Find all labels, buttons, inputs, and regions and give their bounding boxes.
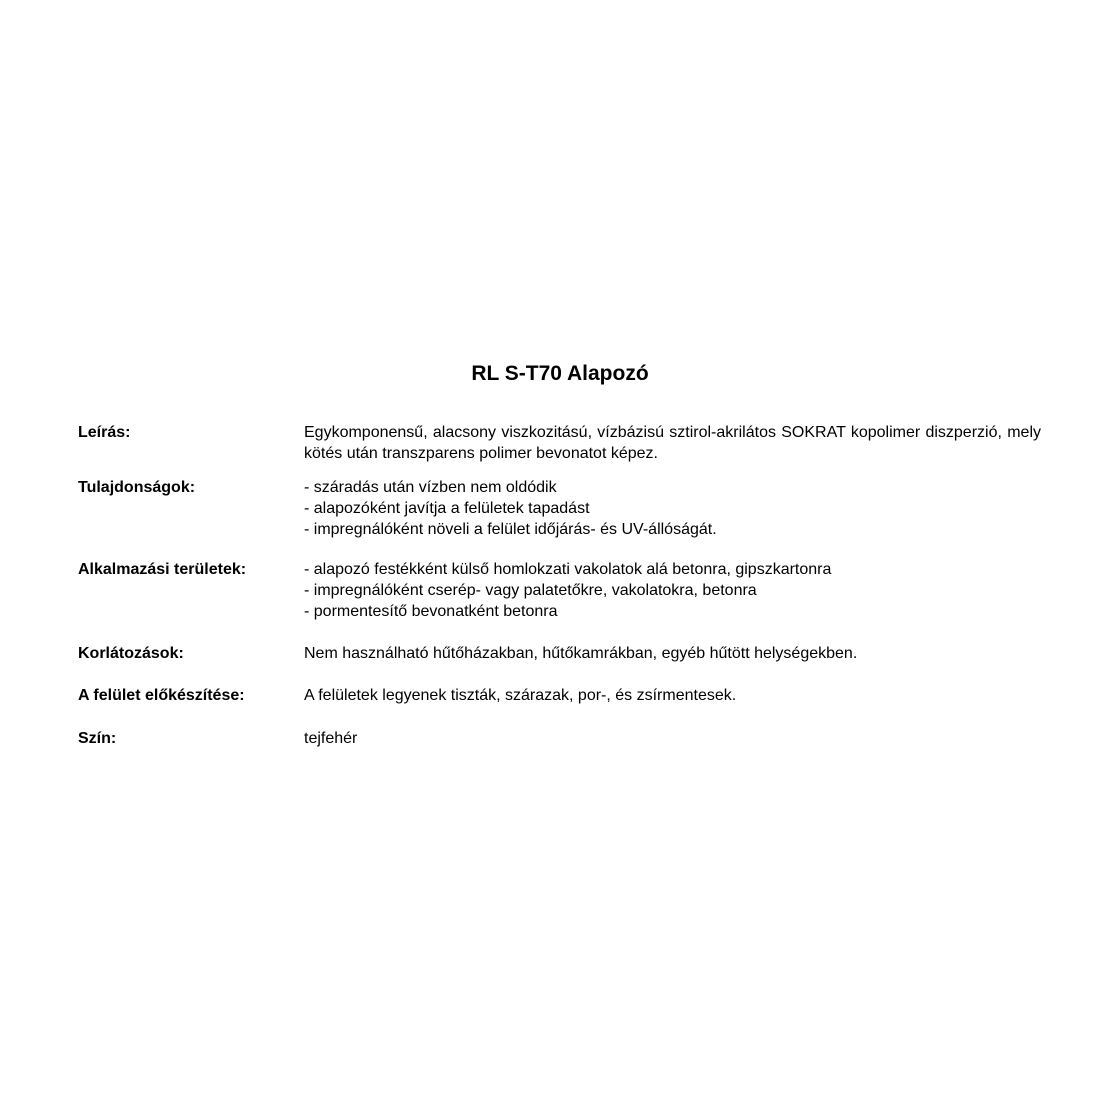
- document-title: RL S-T70 Alapozó: [471, 362, 649, 385]
- list-item: - impregnálóként növeli a felület időjárás- és UV-állóságát.: [304, 521, 717, 538]
- section-text: A felületek legyenek tiszták, szárazak, por-, és zsírmentesek.: [304, 687, 737, 704]
- list-item: - impregnálóként cserép- vagy palatetőkre, vakolatokra, betonra: [304, 582, 757, 599]
- section-label: Leírás:: [78, 424, 131, 441]
- section-label: Alkalmazási területek:: [78, 561, 247, 578]
- section-list: [304, 559, 1041, 622]
- section-label: Szín:: [78, 730, 117, 747]
- list-item: - száradás után vízben nem oldódik: [304, 479, 557, 496]
- section-label: A felület előkészítése:: [78, 687, 245, 704]
- section-text: Nem használható hűtőházakban, hűtőkamrákban, egyéb hűtött helységekben.: [304, 645, 858, 662]
- section-text: tejfehér: [304, 730, 358, 747]
- section-list: [304, 477, 1041, 540]
- section-text: Egykomponensű, alacsony viszkozitású, vízbázisú sztirol-akrilátos SOKRAT kopolimer diszperzió, mely kötés után transzparens polimer bevonatot képez.: [304, 424, 1041, 462]
- list-item: - alapozóként javítja a felületek tapadást: [304, 500, 590, 517]
- list-item: - alapozó festékként külső homlokzati vakolatok alá betonra, gipszkartonra: [304, 561, 832, 578]
- list-item: - pormentesítő bevonatként betonra: [304, 603, 558, 620]
- section-label: Tulajdonságok:: [78, 479, 196, 496]
- section-label: Korlátozások:: [78, 645, 184, 662]
